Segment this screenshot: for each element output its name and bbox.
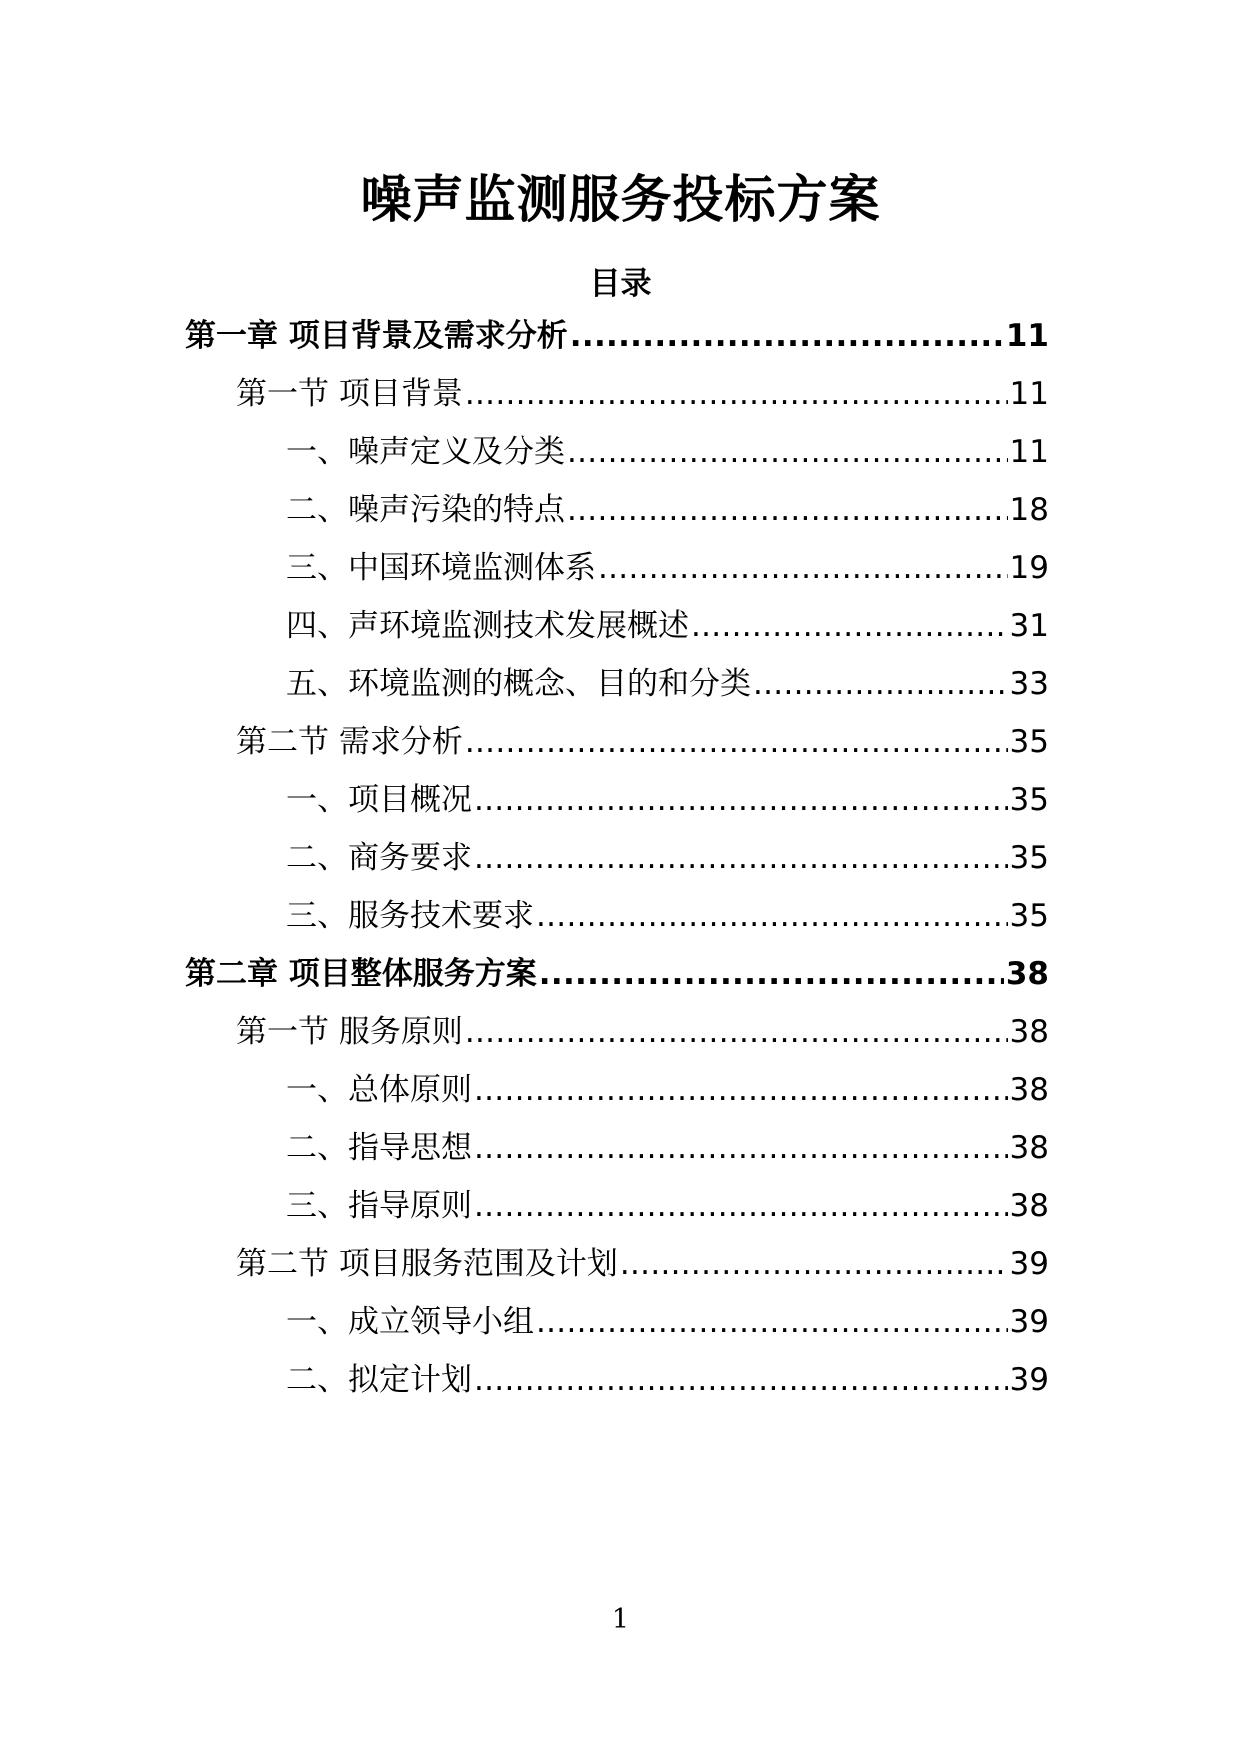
toc-entry-title: 二、拟定计划 xyxy=(286,1362,472,1398)
toc-entry-page-number: 35 xyxy=(1009,840,1049,876)
toc-dot-leader xyxy=(474,1182,1008,1230)
toc-entry-title: 二、指导思想 xyxy=(286,1130,472,1166)
toc-entry-page-number: 35 xyxy=(1009,782,1049,818)
toc-entry-title: 四、声环境监测技术发展概述 xyxy=(286,608,689,644)
toc-entry-title: 三、中国环境监测体系 xyxy=(286,550,596,586)
toc-entry-title: 一、项目概况 xyxy=(286,782,472,818)
toc-dot-leader xyxy=(474,1124,1008,1172)
toc-dot-leader xyxy=(620,1240,1008,1288)
toc-chapter-entry[interactable] xyxy=(185,312,1049,360)
toc-dot-leader xyxy=(465,1008,1008,1056)
toc-subsection-entry[interactable] xyxy=(286,486,1049,534)
toc-dot-leader xyxy=(465,718,1008,766)
toc-dot-leader xyxy=(474,776,1008,824)
toc-entry-page-number: 11 xyxy=(1009,376,1049,412)
toc-dot-leader xyxy=(465,370,1008,418)
toc-entry-page-number: 38 xyxy=(1005,956,1049,992)
toc-section-entry[interactable] xyxy=(236,370,1049,418)
toc-dot-leader xyxy=(598,544,1008,592)
toc-subsection-entry[interactable] xyxy=(286,428,1049,476)
document-title: 噪声监测服务投标方案 xyxy=(360,171,881,230)
toc-dot-leader xyxy=(567,486,1008,534)
toc-subsection-entry[interactable] xyxy=(286,1066,1049,1114)
toc-entry-title: 三、服务技术要求 xyxy=(286,898,534,934)
toc-subsection-entry[interactable] xyxy=(286,1298,1049,1346)
toc-dot-leader xyxy=(536,892,1008,940)
toc-dot-leader xyxy=(691,602,1008,650)
toc-entry-page-number: 33 xyxy=(1009,666,1049,702)
toc-entry-page-number: 38 xyxy=(1009,1072,1049,1108)
toc-dot-leader xyxy=(567,428,1008,476)
toc-entry-page-number: 11 xyxy=(1005,318,1049,354)
toc-section-entry[interactable] xyxy=(236,1240,1049,1288)
toc-entry-page-number: 35 xyxy=(1009,724,1049,760)
toc-heading: 目录 xyxy=(589,266,652,302)
toc-subsection-entry[interactable] xyxy=(286,1182,1049,1230)
toc-subsection-entry[interactable] xyxy=(286,892,1049,940)
toc-subsection-entry[interactable] xyxy=(286,1124,1049,1172)
toc-entry-title: 第二章 项目整体服务方案 xyxy=(185,956,537,992)
toc-section-entry[interactable] xyxy=(236,718,1049,766)
toc-entry-page-number: 19 xyxy=(1009,550,1049,586)
toc-entry-page-number: 31 xyxy=(1009,608,1049,644)
toc-entry-page-number: 35 xyxy=(1009,898,1049,934)
toc-entry-title: 三、指导原则 xyxy=(286,1188,472,1224)
toc-section-entry[interactable] xyxy=(236,1008,1049,1056)
toc-entry-title: 一、成立领导小组 xyxy=(286,1304,534,1340)
toc-entry-title: 一、噪声定义及分类 xyxy=(286,434,565,470)
toc-subsection-entry[interactable] xyxy=(286,834,1049,882)
toc-subsection-entry[interactable] xyxy=(286,776,1049,824)
toc-entry-title: 一、总体原则 xyxy=(286,1072,472,1108)
toc-entry-title: 第一章 项目背景及需求分析 xyxy=(185,318,568,354)
toc-dot-leader xyxy=(539,950,1004,998)
toc-subsection-entry[interactable] xyxy=(286,1356,1049,1404)
toc-dot-leader xyxy=(536,1298,1008,1346)
toc-chapter-entry[interactable] xyxy=(185,950,1049,998)
toc-dot-leader xyxy=(474,1066,1008,1114)
toc-entry-title: 第一节 服务原则 xyxy=(236,1014,463,1050)
toc-entry-title: 二、商务要求 xyxy=(286,840,472,876)
toc-subsection-entry[interactable] xyxy=(286,602,1049,650)
toc-subsection-entry[interactable] xyxy=(286,660,1049,708)
toc-dot-leader xyxy=(474,1356,1008,1404)
toc-entry-page-number: 38 xyxy=(1009,1014,1049,1050)
toc-entry-page-number: 38 xyxy=(1009,1130,1049,1166)
toc-entry-title: 第二节 需求分析 xyxy=(236,724,463,760)
toc-dot-leader xyxy=(753,660,1008,708)
toc-entry-title: 第二节 项目服务范围及计划 xyxy=(236,1246,618,1282)
toc-entry-page-number: 39 xyxy=(1009,1362,1049,1398)
toc-entry-page-number: 18 xyxy=(1009,492,1049,528)
toc-entry-title: 二、噪声污染的特点 xyxy=(286,492,565,528)
page-number: 1 xyxy=(611,1604,630,1635)
toc-entry-page-number: 39 xyxy=(1009,1304,1049,1340)
toc-subsection-entry[interactable] xyxy=(286,544,1049,592)
toc-dot-leader xyxy=(570,312,1004,360)
toc-entry-title: 第一节 项目背景 xyxy=(236,376,463,412)
toc-entry-title: 五、环境监测的概念、目的和分类 xyxy=(286,666,751,702)
toc-entry-page-number: 39 xyxy=(1009,1246,1049,1282)
toc-dot-leader xyxy=(474,834,1008,882)
toc-entry-page-number: 11 xyxy=(1009,434,1049,470)
toc-entry-page-number: 38 xyxy=(1009,1188,1049,1224)
